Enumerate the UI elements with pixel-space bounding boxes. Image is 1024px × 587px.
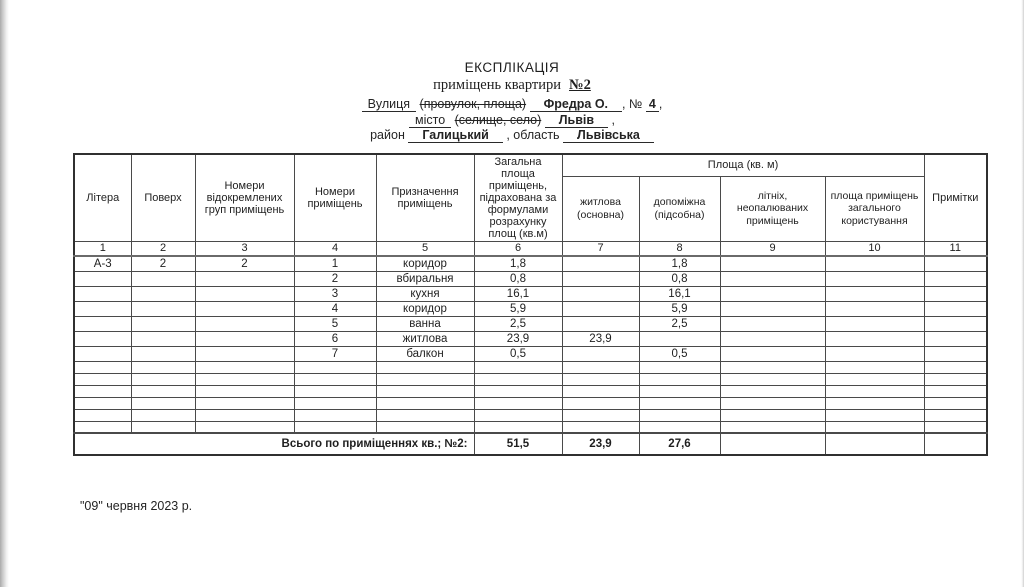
room-cell-floor [131,271,195,286]
col-num: 4 [294,241,376,256]
room-cell-floor: 2 [131,256,195,271]
empty-cell [720,373,825,385]
apartment-number: №2 [569,77,591,93]
empty-cell [376,361,474,373]
document-title: ЕКСПЛІКАЦІЯ [464,60,560,75]
room-cell-group [195,301,294,316]
empty-cell [562,421,639,433]
address-block [0,97,1024,144]
room-cell-notes [924,346,987,361]
room-cell-summer [720,316,825,331]
room-cell-room_no: 1 [294,256,376,271]
room-cell-purpose: кухня [376,286,474,301]
room-cell-litera: А-3 [74,256,131,271]
empty-cell [376,385,474,397]
empty-cell [74,397,131,409]
room-cell-purpose: житлова [376,331,474,346]
room-row [74,286,987,301]
room-cell-notes [924,331,987,346]
empty-cell [74,421,131,433]
room-cell-summer [720,286,825,301]
room-cell-living [562,256,639,271]
empty-cell [74,385,131,397]
empty-cell [294,361,376,373]
room-cell-total: 0,5 [474,346,562,361]
document-titles [0,60,1024,94]
room-cell-auxiliary: 5,9 [639,301,720,316]
empty-cell [131,373,195,385]
empty-cell [720,397,825,409]
room-cell-group [195,331,294,346]
empty-cell [474,385,562,397]
room-cell-common [825,286,924,301]
empty-cell [924,361,987,373]
room-cell-litera [74,346,131,361]
room-cell-room_no: 7 [294,346,376,361]
room-cell-total: 0,8 [474,271,562,286]
city-struck-options: (селище, село) [454,112,542,127]
col-header-summer: літніх, неопалюваних приміщень [720,176,825,241]
empty-cell [376,373,474,385]
total-row [74,433,987,455]
total-notes-cell [924,433,987,455]
room-cell-notes [924,301,987,316]
room-cell-floor [131,331,195,346]
empty-cell [825,373,924,385]
empty-cell [562,373,639,385]
room-cell-room_no: 4 [294,301,376,316]
empty-cell [131,385,195,397]
empty-row [74,409,987,421]
empty-cell [376,421,474,433]
empty-cell [720,385,825,397]
empty-cell [924,385,987,397]
room-cell-total: 5,9 [474,301,562,316]
empty-cell [639,421,720,433]
empty-cell [720,421,825,433]
document-date: "09" червня 2023 р. [80,499,193,513]
empty-cell [924,373,987,385]
empty-cell [131,397,195,409]
room-cell-common [825,271,924,286]
room-cell-purpose: коридор [376,301,474,316]
col-num: 3 [195,241,294,256]
room-cell-common [825,331,924,346]
room-cell-summer [720,331,825,346]
col-header-total-area: Загальна площа приміщень, підрахована за формулами розрахунку площ (кв.м) [474,154,562,241]
room-cell-notes [924,316,987,331]
room-cell-summer [720,256,825,271]
room-cell-common [825,301,924,316]
address-district-line [0,128,1024,144]
empty-cell [639,397,720,409]
oblast-value: Львівська [563,129,654,143]
total-row-label: Всього по приміщеннях кв.; №2: [74,433,474,455]
room-row [74,331,987,346]
empty-cell [294,397,376,409]
empty-cell [294,409,376,421]
total-area-value: 51,5 [474,433,562,455]
room-cell-notes [924,286,987,301]
room-cell-group [195,286,294,301]
room-cell-room_no: 2 [294,271,376,286]
room-cell-group: 2 [195,256,294,271]
empty-cell [562,409,639,421]
empty-cell [825,421,924,433]
empty-cell [195,409,294,421]
empty-cell [74,373,131,385]
room-cell-litera [74,316,131,331]
empty-cell [639,385,720,397]
empty-cell [474,373,562,385]
room-cell-room_no: 5 [294,316,376,331]
col-num: 8 [639,241,720,256]
room-cell-total: 16,1 [474,286,562,301]
empty-cell [131,409,195,421]
number-sign: № [628,97,643,111]
empty-cell [639,373,720,385]
room-cell-auxiliary: 16,1 [639,286,720,301]
city-value: Львів [545,114,608,128]
room-cell-litera [74,301,131,316]
col-num: 2 [131,241,195,256]
empty-cell [825,409,924,421]
col-header-common: площа приміщень загального користування [825,176,924,241]
address-city-line [0,113,1024,129]
empty-row [74,373,987,385]
room-cell-auxiliary: 1,8 [639,256,720,271]
empty-cell [474,361,562,373]
empty-cell [195,397,294,409]
empty-cell [474,421,562,433]
col-num: 10 [825,241,924,256]
room-row [74,316,987,331]
empty-cell [195,373,294,385]
empty-cell [195,361,294,373]
room-cell-purpose: балкон [376,346,474,361]
room-cell-litera [74,331,131,346]
room-cell-common [825,346,924,361]
room-cell-floor [131,301,195,316]
district-value: Галицький [408,129,503,143]
total-common-cell [825,433,924,455]
col-header-living: житлова (основна) [562,176,639,241]
empty-cell [376,397,474,409]
empty-cell [825,385,924,397]
district-label: район [370,128,405,142]
col-header-floor: Поверх [131,154,195,241]
room-row [74,301,987,316]
room-cell-auxiliary [639,331,720,346]
empty-cell [924,421,987,433]
house-number: 4 [646,98,659,112]
empty-cell [294,385,376,397]
city-label: місто [409,114,451,128]
city-comma: , [611,112,615,127]
empty-cell [294,421,376,433]
room-cell-summer [720,271,825,286]
room-row [74,346,987,361]
street-value: Фредра О. [530,98,622,112]
empty-cell [924,409,987,421]
room-cell-group [195,271,294,286]
col-header-purpose: Призначення приміщень [376,154,474,241]
total-auxiliary-value: 27,6 [639,433,720,455]
oblast-label: , область [506,128,560,142]
empty-cell [195,421,294,433]
table-header-row-1 [74,154,987,176]
column-numbers-row [74,241,987,256]
empty-cell [195,385,294,397]
col-num: 11 [924,241,987,256]
explication-table [73,153,988,456]
room-cell-auxiliary: 0,8 [639,271,720,286]
room-cell-living [562,286,639,301]
room-cell-floor [131,286,195,301]
col-header-litera: Літера [74,154,131,241]
subtitle-text: приміщень квартири [433,77,562,93]
room-cell-purpose: ванна [376,316,474,331]
empty-cell [825,361,924,373]
col-num: 5 [376,241,474,256]
room-cell-living [562,346,639,361]
room-cell-notes [924,271,987,286]
total-summer-cell [720,433,825,455]
empty-cell [294,373,376,385]
col-num: 9 [720,241,825,256]
room-cell-group [195,316,294,331]
col-header-notes: Примітки [924,154,987,241]
room-cell-room_no: 6 [294,331,376,346]
empty-row [74,385,987,397]
room-cell-litera [74,286,131,301]
empty-cell [639,409,720,421]
empty-cell [720,409,825,421]
room-cell-purpose: коридор [376,256,474,271]
empty-cell [376,409,474,421]
total-living-value: 23,9 [562,433,639,455]
room-cell-group [195,346,294,361]
col-header-room-numbers: Номери приміщень [294,154,376,241]
empty-cell [474,397,562,409]
area-group-header: Площа (кв. м) [562,154,924,176]
empty-cell [74,409,131,421]
room-cell-litera [74,271,131,286]
col-num: 1 [74,241,131,256]
col-num: 6 [474,241,562,256]
col-header-auxiliary: допоміжна (підсобна) [639,176,720,241]
room-cell-auxiliary: 2,5 [639,316,720,331]
empty-cell [924,397,987,409]
empty-cell [825,397,924,409]
room-cell-notes [924,256,987,271]
empty-row [74,421,987,433]
street-struck-options: (провулок, площа) [419,97,527,111]
room-cell-total: 1,8 [474,256,562,271]
room-cell-total: 2,5 [474,316,562,331]
room-cell-room_no: 3 [294,286,376,301]
room-cell-common [825,256,924,271]
room-cell-total: 23,9 [474,331,562,346]
empty-cell [131,421,195,433]
room-cell-summer [720,346,825,361]
empty-cell [562,361,639,373]
street-comma: , [622,97,626,111]
address-street-line [0,97,1024,113]
empty-row [74,397,987,409]
empty-cell [474,409,562,421]
room-cell-purpose: вбиральня [376,271,474,286]
house-comma: , [658,97,663,111]
room-cell-summer [720,301,825,316]
room-cell-floor [131,346,195,361]
room-cell-living [562,271,639,286]
room-row [74,256,987,271]
room-cell-living [562,316,639,331]
empty-cell [720,361,825,373]
street-label: Вулиця [362,98,416,112]
document-subtitle [0,77,1024,94]
room-cell-living [562,301,639,316]
empty-cell [639,361,720,373]
empty-cell [562,385,639,397]
empty-cell [562,397,639,409]
room-row [74,271,987,286]
room-cell-living: 23,9 [562,331,639,346]
empty-cell [74,361,131,373]
col-num: 7 [562,241,639,256]
room-cell-common [825,316,924,331]
empty-row [74,361,987,373]
empty-cell [131,361,195,373]
room-cell-auxiliary: 0,5 [639,346,720,361]
col-header-group-numbers: Номери відокремлених груп приміщень [195,154,294,241]
room-cell-floor [131,316,195,331]
